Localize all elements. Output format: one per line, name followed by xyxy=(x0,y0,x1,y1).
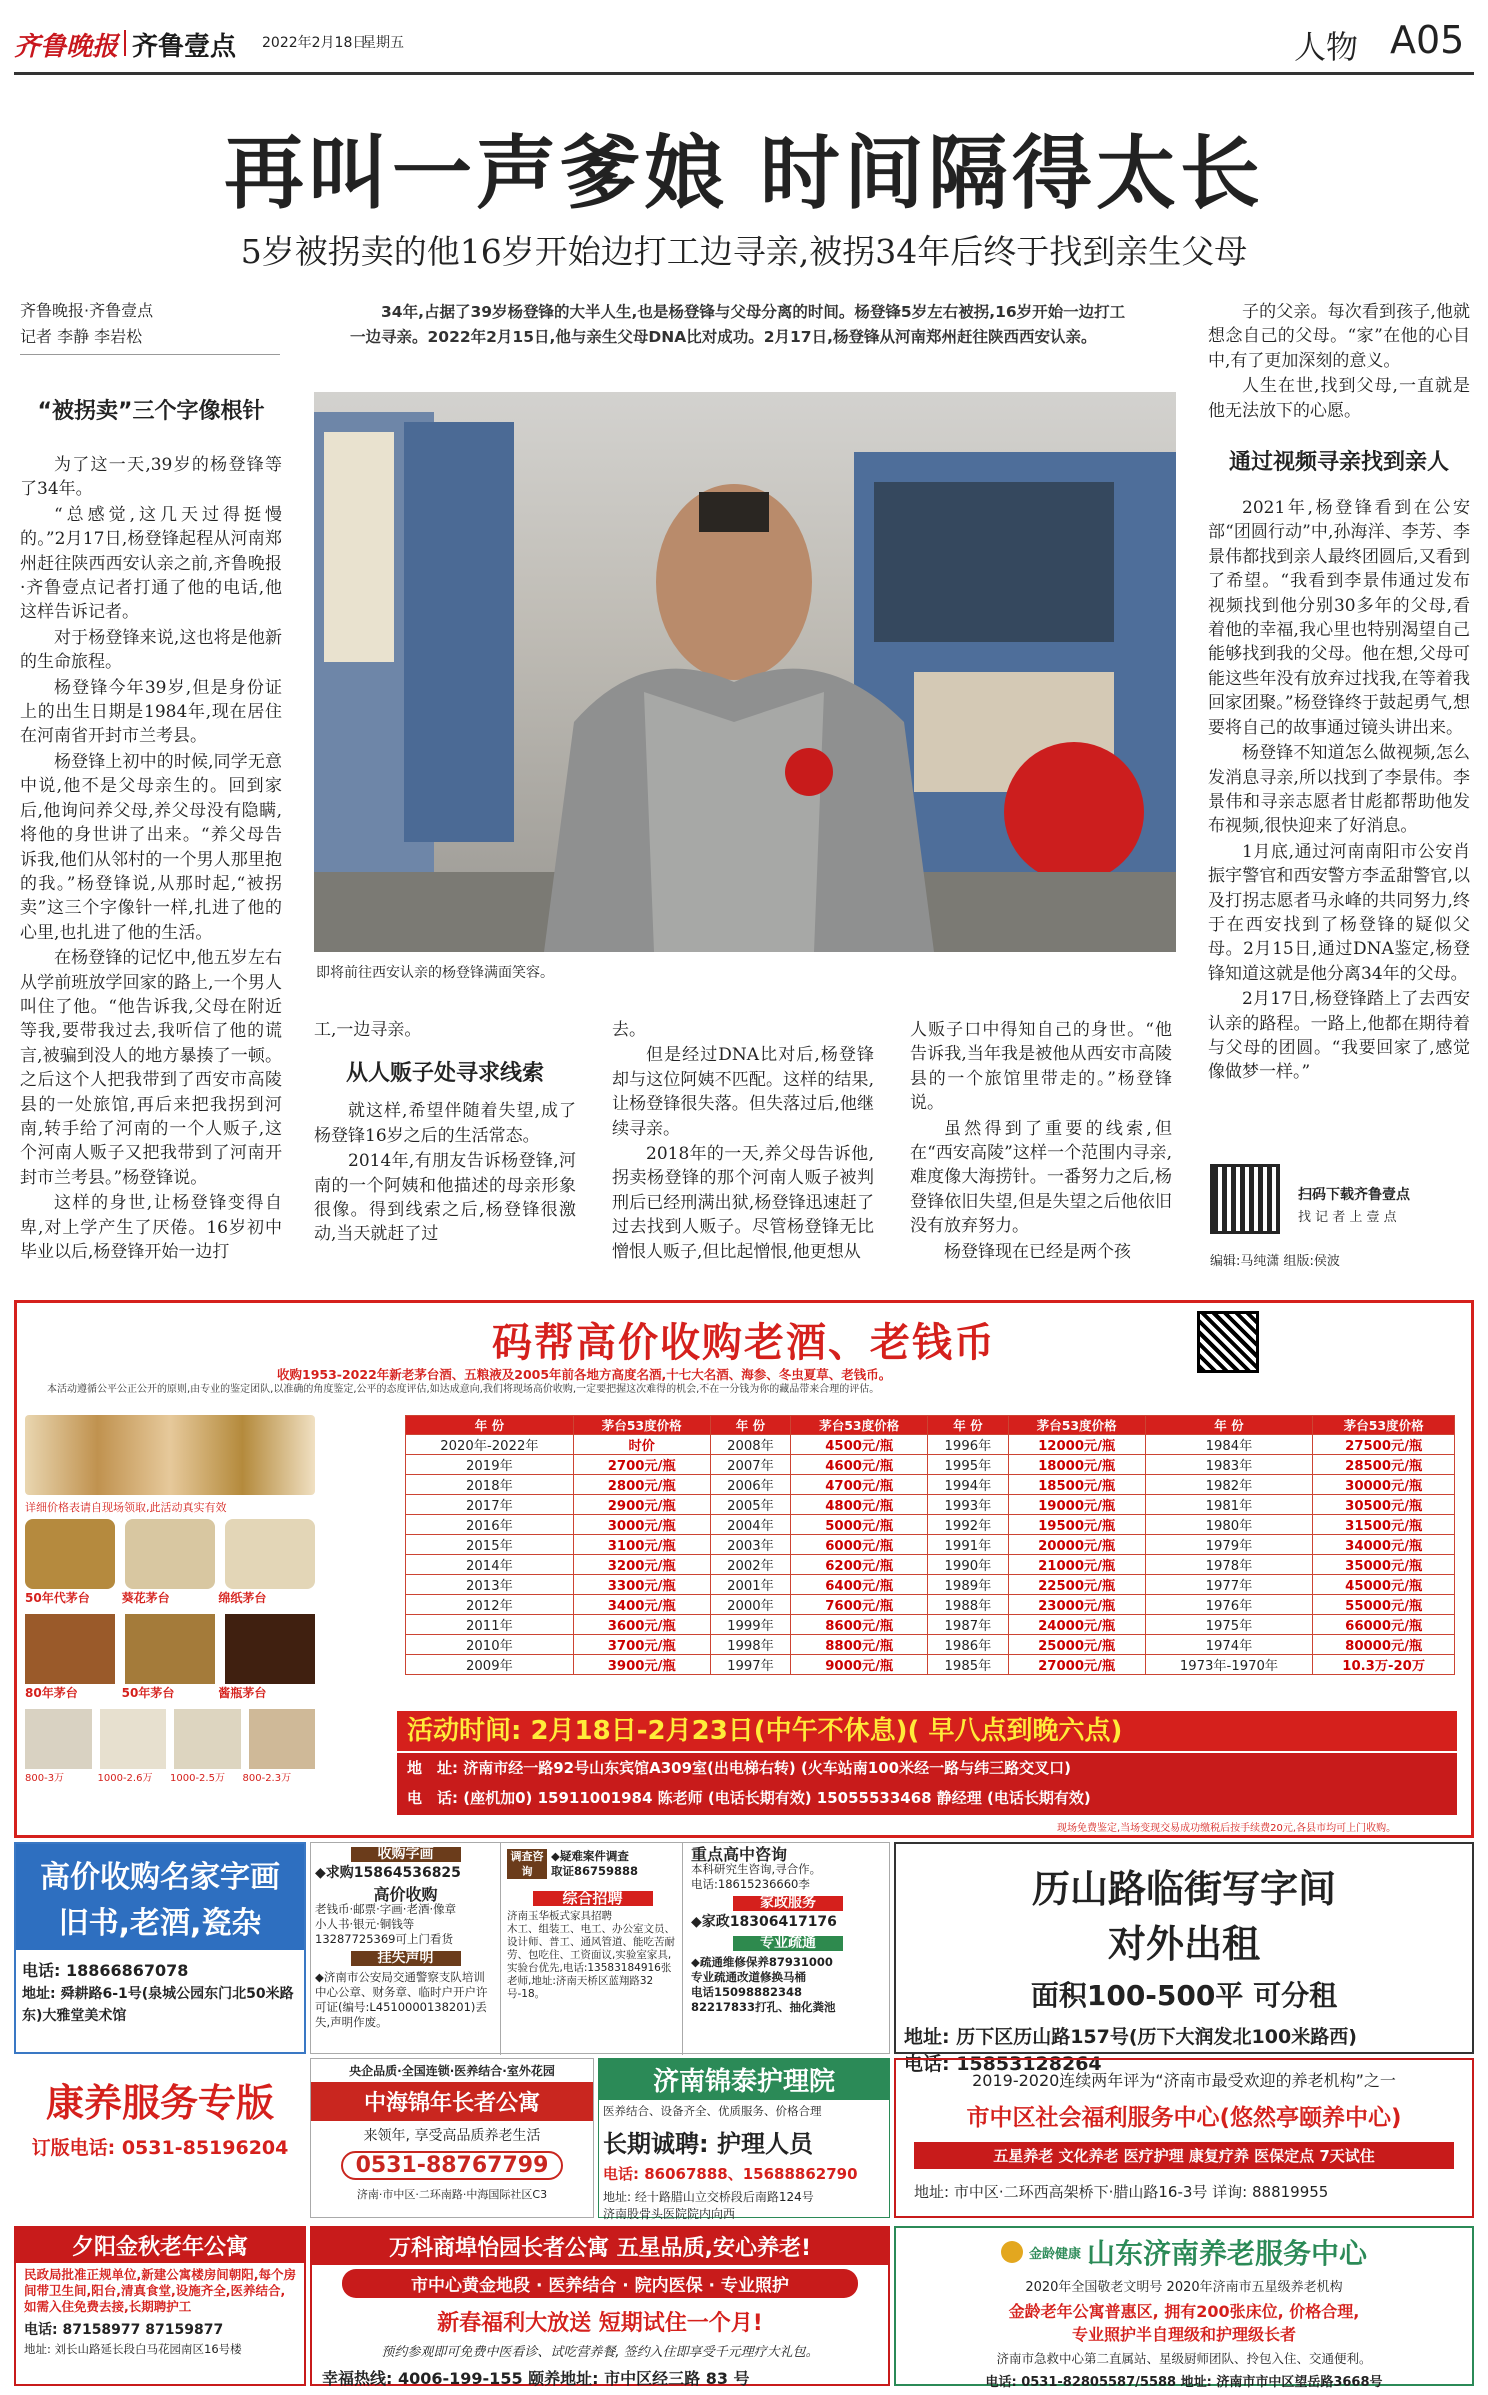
price-cell: 8800元/瓶 xyxy=(791,1635,928,1655)
ad-liquor-line2: 本活动遵循公平公正公开的原则,由专业的鉴定团队,以准确的角度鉴定,公平的态度评估,如达成意向,我们将现场高价收购,一定要把握这次难得的机会,不在一分钱为你的藏品带来合理的评估。 xyxy=(47,1384,880,1395)
ad-shandong-line3: 专业照护半自理级和护理级长者 xyxy=(1071,2325,1296,2344)
ad-calligraphy-address: 地址: 舜耕路6-1号(泉城公园东门北50米路东)大雅堂美术馆 xyxy=(22,1986,294,2024)
masthead xyxy=(14,18,1474,66)
ad-shandong-brand: 金龄健康 xyxy=(1028,2246,1081,2262)
table-header-cell: 年 份 xyxy=(406,1416,574,1435)
price-cell: 3000元/瓶 xyxy=(573,1515,710,1535)
year-cell: 2003年 xyxy=(710,1535,791,1555)
logo-separator xyxy=(124,30,126,56)
main-photo xyxy=(314,392,1176,952)
classified-buyback-title: 高价收购 xyxy=(373,1885,438,1904)
price-cell: 2800元/瓶 xyxy=(573,1475,710,1495)
subhead-video: 通过视频寻亲找到亲人 xyxy=(1228,450,1449,476)
column-2b-text xyxy=(314,1099,576,1246)
table-row xyxy=(406,1655,1455,1675)
label-paper-moutai: 绵纸茅台 xyxy=(218,1591,267,1605)
year-cell: 2018年 xyxy=(406,1475,574,1495)
paragraph: 杨登锋不知道怎么做视频,怎么发消息寻亲,所以找到了李景伟。李景伟和寻亲志愿者甘彪都帮助他发布视频,很快迎来了好消息。 xyxy=(1208,743,1470,837)
ad-xiyang-body: 民政局批准正规单位,新建公寓楼房间朝阳,每个房间带卫生间,阳台,清真食堂,设施齐全,医养结合,如需入住免费去接,长期聘护工 xyxy=(24,2267,296,2314)
price-cell: 8600元/瓶 xyxy=(791,1615,928,1635)
table-row xyxy=(406,1535,1455,1555)
price-cell: 4500元/瓶 xyxy=(791,1435,928,1455)
article-column-4 xyxy=(910,1018,1172,1265)
ad-jintai-nursing xyxy=(598,2058,890,2221)
headline: 再叫一声爹娘 时间隔得太长 xyxy=(224,126,1264,220)
price-cell: 3200元/瓶 xyxy=(573,1555,710,1575)
year-cell: 2020年-2022年 xyxy=(406,1435,574,1455)
lead-paragraph: 34年,占据了39岁杨登锋的大半人生,也是杨登锋与父母分离的时间。杨登锋5岁左右被拐,16岁开始一边打工一边寻亲。2022年2月15日,他与亲生父母DNA比对成功。2月17日,杨登锋从河南郑州赶往陕西西安认亲。 xyxy=(350,303,1126,346)
price-cell: 27500元/瓶 xyxy=(1313,1435,1455,1455)
ad-zhonghai-slogan: 来领年, 享受高品质养老生活 xyxy=(363,2128,541,2144)
year-cell: 1998年 xyxy=(710,1635,791,1655)
year-cell: 1985年 xyxy=(928,1655,1009,1675)
price-cell: 27000元/瓶 xyxy=(1008,1655,1145,1675)
byline-reporters: 记者 李静 李岩松 xyxy=(20,327,143,346)
year-cell: 1987年 xyxy=(928,1615,1009,1635)
ad-rent-subtitle: 对外出租 xyxy=(1107,1922,1260,1966)
paragraph: 为了这一天,39岁的杨登锋等了34年。 xyxy=(20,455,282,500)
table-row xyxy=(406,1495,1455,1515)
ad-liquor-title: 码帮高价收购老酒、老钱币 xyxy=(492,1320,996,1366)
column-1-text xyxy=(20,453,282,1264)
price-cell: 4700元/瓶 xyxy=(791,1475,928,1495)
bottle-row-1 xyxy=(25,1415,315,1495)
page-number: A05 xyxy=(1390,18,1465,62)
qr-code-app[interactable] xyxy=(1210,1164,1280,1234)
table-header-cell: 茅台53度价格 xyxy=(1008,1416,1145,1435)
table-header-cell: 年 份 xyxy=(1145,1416,1313,1435)
year-cell: 2011年 xyxy=(406,1615,574,1635)
year-cell: 1996年 xyxy=(928,1435,1009,1455)
classified-survey-text: ◆疑难案件调查 取证86759888 xyxy=(551,1849,639,1878)
photo-caption: 即将前往西安认亲的杨登锋满面笑容。 xyxy=(316,965,554,981)
table-row xyxy=(406,1595,1455,1615)
moutai-price-table-wrap xyxy=(405,1415,1455,1675)
year-cell: 2004年 xyxy=(710,1515,791,1535)
price-cell: 3900元/瓶 xyxy=(573,1655,710,1675)
photo-illustration xyxy=(314,392,1176,952)
price-cell: 19000元/瓶 xyxy=(1008,1495,1145,1515)
masthead-rule xyxy=(14,72,1474,75)
classified-lost-text: ◆济南市公安局交通警察支队培训中心公章、财务章、临时户开户许可证(编号:L4510000138201)丢失,声明作废。 xyxy=(315,1970,488,2029)
classified-col-2 xyxy=(503,1843,683,2055)
subhead-needle: “被拐卖”三个字像根针 xyxy=(37,399,265,424)
ad-elderly-phone: 订版电话: 0531-85196204 xyxy=(31,2137,289,2159)
label-50-moutai: 50年茅台 xyxy=(121,1686,175,1700)
paragraph: 去。 xyxy=(612,1020,646,1040)
classified-header-housekeeping: 家政服务 xyxy=(733,1896,843,1911)
year-cell: 2007年 xyxy=(710,1455,791,1475)
paragraph: 虽然得到了重要的线索,但在“西安高陵”这样一个范围内寻亲,难度像大海捞针。一番努力之后,杨登锋依旧失望,但是失望之后他依旧没有放弃努力。 xyxy=(910,1118,1172,1237)
paragraph: 2月17日,杨登锋踏上了去西安认亲的路程。一路上,他都在期待着与父母的团圆。“我要回家了,感觉像做梦一样。” xyxy=(1208,989,1470,1083)
year-cell: 1993年 xyxy=(928,1495,1009,1515)
byline-outlet: 齐鲁晚报·齐鲁壹点 xyxy=(20,301,154,320)
year-cell: 1976年 xyxy=(1145,1595,1313,1615)
ad-wanke-offer: 预约参观即可免费中医看诊、试吃营养餐, 签约入住即享受千元理疗大礼包。 xyxy=(381,2345,819,2360)
price-cell: 9000元/瓶 xyxy=(791,1655,928,1675)
article-column-1 xyxy=(20,380,282,1265)
qr-caption-2: 找 记 者 上 壹 点 xyxy=(1298,1210,1397,1225)
price-cell: 21000元/瓶 xyxy=(1008,1555,1145,1575)
year-cell: 1982年 xyxy=(1145,1475,1313,1495)
classified-buyback-text: 老钱币·邮票·字画·老酒·像章 小人书·银元·铜钱等 13287725369可上门看货 xyxy=(315,1902,457,1946)
classified-header-jobs: 综合招聘 xyxy=(533,1891,653,1906)
ad-jintai-name: 济南锦泰护理院 xyxy=(599,2059,889,2100)
classified-header-calligraphy: 收购字画 xyxy=(351,1847,461,1862)
price-range-2: 1000-2.6万 xyxy=(97,1773,153,1784)
bottle-labels-2 xyxy=(25,1684,315,1701)
article-column-5 xyxy=(1208,300,1470,1086)
paragraph: 人贩子口中得知自己的身世。“他告诉我,当年我是被他从西安市高陵县的一个旅馆里带走的。”杨登锋说。 xyxy=(910,1020,1172,1114)
price-cell: 18000元/瓶 xyxy=(1008,1455,1145,1475)
classified-calligraphy-phone: ◆求购15864536825 xyxy=(315,1865,461,1881)
ad-rent-phone: 电话: 15853128264 xyxy=(904,2053,1102,2075)
ad-liquor-buyback xyxy=(14,1300,1474,1838)
byline-rule xyxy=(20,354,280,355)
article-column-2 xyxy=(314,1018,576,1248)
column-5b-text xyxy=(1208,496,1470,1085)
ad-shandong-contact: 电话: 0531-82805587/5588 地址: 济南市市中区望岳路3668号 xyxy=(985,2375,1383,2390)
price-cell: 24000元/瓶 xyxy=(1008,1615,1145,1635)
ad-xiyang-phone: 电话: 87158977 87159877 xyxy=(24,2322,224,2338)
ad-welfare-address: 地址: 市中区·二环西高架桥下·腊山路16-3号 详询: 88819955 xyxy=(914,2183,1329,2201)
year-cell: 1973年-1970年 xyxy=(1145,1655,1313,1675)
year-cell: 2015年 xyxy=(406,1535,574,1555)
ad-zhonghai-name: 中海锦年长者公寓 xyxy=(311,2082,593,2121)
classified-highschool-title: 重点高中咨询 xyxy=(691,1845,788,1864)
column-4-text xyxy=(910,1018,1172,1264)
table-header-cell: 茅台53度价格 xyxy=(573,1416,710,1435)
year-cell: 1984年 xyxy=(1145,1435,1313,1455)
table-header-cell: 年 份 xyxy=(928,1416,1009,1435)
price-cell: 2900元/瓶 xyxy=(573,1495,710,1515)
year-cell: 1991年 xyxy=(928,1535,1009,1555)
price-cell: 80000元/瓶 xyxy=(1313,1635,1455,1655)
ad-zhonghai-address: 济南·市中区·二环南路·中海国际社区C3 xyxy=(356,2188,548,2201)
price-cell: 66000元/瓶 xyxy=(1313,1615,1455,1635)
price-cell: 10.3万-20万 xyxy=(1313,1655,1455,1675)
ad-shandong-name: 山东济南养老服务中心 xyxy=(1087,2237,1368,2270)
price-cell: 20000元/瓶 xyxy=(1008,1535,1145,1555)
paragraph: 杨登锋上初中的时候,同学无意中说,他不是父母亲生的。回到家后,他询问养父母,养父母没有隐瞒,将他的身世讲了出来。“养父母告诉我,他们从邻村的一个男人那里抱的我。”杨登锋说,从那时起,“被拐卖”这三个字像针一样,扎进了他的心里,也扎进了他的生活。 xyxy=(20,751,282,943)
year-cell: 1975年 xyxy=(1145,1615,1313,1635)
year-cell: 1979年 xyxy=(1145,1535,1313,1555)
ad-zhonghai-top: 央企品质·全国连锁·医养结合·室外花园 xyxy=(349,2064,555,2078)
ad-xiyang-address: 地址: 刘长山路延长段白马花园南区16号楼 xyxy=(24,2342,242,2356)
year-cell: 1986年 xyxy=(928,1635,1009,1655)
classified-plumbing-text: ◆疏通维修保养87931000 专业疏通改道修换马桶 电话15098882348 82217833打孔、抽化粪池 xyxy=(691,1955,836,2014)
table-row xyxy=(406,1575,1455,1595)
year-cell: 2006年 xyxy=(710,1475,791,1495)
ad-liquor-phone: 电 话: (座机加0) 15911001984 陈老师 (电话长期有效) 15055533468 静经理 (电话长期有效) xyxy=(407,1789,1091,1807)
ad-zhonghai-apartment xyxy=(310,2058,594,2218)
year-cell: 2005年 xyxy=(710,1495,791,1515)
price-range-1: 800-3万 xyxy=(25,1773,65,1784)
price-cell: 18500元/瓶 xyxy=(1008,1475,1145,1495)
photo-caption-price: 详细价格表请自现场领取,此活动真实有效 xyxy=(25,1501,227,1514)
column-5a-text xyxy=(1208,300,1470,423)
ad-elderly-care-section xyxy=(14,2058,306,2170)
ad-liquor-address: 地 址: 济南市经一路92号山东宾馆A309室(出电梯右转) (火车站南100米经一路与纬三路交叉口) xyxy=(407,1759,1071,1777)
year-cell: 2014年 xyxy=(406,1555,574,1575)
price-cell: 2700元/瓶 xyxy=(573,1455,710,1475)
paragraph: 但是经过DNA比对后,杨登锋却与这位阿姨不匹配。这样的结果,让杨登锋很失落。但失落过后,他继续寻亲。 xyxy=(612,1045,874,1139)
year-cell: 1977年 xyxy=(1145,1575,1313,1595)
subheadline: 5岁被拐卖的他16岁开始边打工边寻亲,被拐34年后终于找到亲生父母 xyxy=(240,232,1248,271)
table-header-cell: 茅台53度价格 xyxy=(1313,1416,1455,1435)
year-cell: 2016年 xyxy=(406,1515,574,1535)
ad-wanke-title: 万科商埠怡园长者公寓 五星品质,安心养老! xyxy=(312,2228,888,2265)
price-cell: 时价 xyxy=(573,1435,710,1455)
paragraph: 1月底,通过河南南阳市公安肖振宇警官和西安警方李孟甜警官,以及打拐志愿者马永峰的共同努力,终于在西安找到了杨登锋的疑似父母。2月15日,通过DNA鉴定,杨登锋知道这就是他分离34年的父母。 xyxy=(1208,841,1470,984)
classified-header-plumbing: 专业疏通 xyxy=(733,1936,843,1951)
table-row xyxy=(406,1515,1455,1535)
year-cell: 2008年 xyxy=(710,1435,791,1455)
ad-jintai-phone: 电话: 86067888、15688862790 xyxy=(603,2165,858,2183)
year-cell: 1983年 xyxy=(1145,1455,1313,1475)
paragraph: 人生在世,找到父母,一直就是他无法放下的心愿。 xyxy=(1208,376,1470,421)
price-cell: 5000元/瓶 xyxy=(791,1515,928,1535)
price-cell: 3600元/瓶 xyxy=(573,1615,710,1635)
year-cell: 1988年 xyxy=(928,1595,1009,1615)
paragraph: 工,一边寻亲。 xyxy=(314,1020,422,1040)
moutai-price-table xyxy=(405,1415,1455,1675)
ad-liquor-note: 现场免费鉴定,当场变现交易成功缴税后按手续费20元,各县市均可上门收购。 xyxy=(1057,1823,1397,1834)
classified-housekeeping-phone: ◆家政18306417176 xyxy=(691,1914,837,1930)
classified-col-3 xyxy=(685,1843,891,2055)
price-cell: 3100元/瓶 xyxy=(573,1535,710,1555)
year-cell: 2002年 xyxy=(710,1555,791,1575)
price-cell: 30000元/瓶 xyxy=(1313,1475,1455,1495)
ad-liquor-qr[interactable] xyxy=(1197,1311,1259,1373)
price-cell: 19500元/瓶 xyxy=(1008,1515,1145,1535)
bottle-row-4 xyxy=(25,1709,315,1769)
table-header-cell: 茅台53度价格 xyxy=(791,1416,928,1435)
year-cell: 1999年 xyxy=(710,1615,791,1635)
price-cell: 6200元/瓶 xyxy=(791,1555,928,1575)
year-cell: 2000年 xyxy=(710,1595,791,1615)
price-cell: 6000元/瓶 xyxy=(791,1535,928,1555)
table-row xyxy=(406,1475,1455,1495)
year-cell: 1995年 xyxy=(928,1455,1009,1475)
paragraph: 子的父亲。每次看到孩子,他就想念自己的父母。“家”在他的心目中,有了更加深刻的意义。 xyxy=(1208,302,1470,371)
price-cell: 30500元/瓶 xyxy=(1313,1495,1455,1515)
price-cell: 3700元/瓶 xyxy=(573,1635,710,1655)
year-cell: 1978年 xyxy=(1145,1555,1313,1575)
price-cell: 45000元/瓶 xyxy=(1313,1575,1455,1595)
logo-qilu-evening-news: 齐鲁晚报 xyxy=(14,32,119,62)
year-cell: 1994年 xyxy=(928,1475,1009,1495)
ad-zhonghai-phone: 0531-88767799 xyxy=(341,2151,563,2180)
paragraph: 对于杨登锋来说,这也将是他新的生命旅程。 xyxy=(20,627,282,673)
ad-welfare-center xyxy=(894,2058,1474,2218)
section-name: 人物 xyxy=(1294,28,1359,66)
ad-welfare-top: 2019-2020连续两年评为“济南市最受欢迎的养老机构”之一 xyxy=(972,2071,1396,2090)
price-cell: 35000元/瓶 xyxy=(1313,1555,1455,1575)
price-cell: 34000元/瓶 xyxy=(1313,1535,1455,1555)
price-cell: 3400元/瓶 xyxy=(573,1595,710,1615)
ad-liquor-photos xyxy=(25,1415,315,1784)
ad-shandong-header xyxy=(896,2228,1472,2276)
subhead-trafficker: 从人贩子处寻求线索 xyxy=(345,1061,544,1087)
price-cell: 22500元/瓶 xyxy=(1008,1575,1145,1595)
paragraph: 2021年,杨登锋看到在公安部“团圆行动”中,孙海洋、李芳、李景伟都找到亲人最终团圆后,又看到了希望。“我看到李景伟通过发布视频找到他分别30多年的父母,看着他的幸福,我心里也特别渴望自己能够找到我的父母。他在想,父母可能这些年没有放弃过找我,在等着我回家团聚。”杨登锋终于鼓起勇气,想要将自己的故事通过镜头讲出来。 xyxy=(1208,498,1470,738)
ad-wanke-features: 市中心黄金地段 · 医养结合 · 院内医保 · 专业照护 xyxy=(342,2269,858,2298)
paragraph: 这样的身世,让杨登锋变得自卑,对上学产生了厌倦。16岁初中毕业以后,杨登锋开始一边打 xyxy=(20,1193,282,1262)
year-cell: 1980年 xyxy=(1145,1515,1313,1535)
paragraph: 杨登锋现在已经是两个孩 xyxy=(944,1241,1131,1262)
ad-activity-banner: 活动时间: 2月18日-2月23日(中午不休息)( 早八点到晚六点) xyxy=(397,1711,1457,1751)
year-cell: 2019年 xyxy=(406,1455,574,1475)
year-cell: 2001年 xyxy=(710,1575,791,1595)
year-cell: 1990年 xyxy=(928,1555,1009,1575)
year-cell: 2013年 xyxy=(406,1575,574,1595)
ad-xiyang-apartment xyxy=(14,2226,306,2386)
price-cell: 23000元/瓶 xyxy=(1008,1595,1145,1615)
ad-welfare-name: 市中区社会福利服务中心(悠然亭颐养中心) xyxy=(966,2105,1402,2131)
column-2a-text xyxy=(314,1018,576,1042)
ad-rent-area: 面积100-500平 可分租 xyxy=(1030,1979,1338,2012)
ad-wanke-apartment xyxy=(310,2226,890,2386)
editor-credit: 编辑:马纯潇 组版:侯波 xyxy=(1210,1254,1340,1269)
ad-xiyang-title: 夕阳金秋老年公寓 xyxy=(16,2228,304,2263)
ad-rent-title: 历山路临街写字间 xyxy=(1031,1867,1336,1911)
year-cell: 2009年 xyxy=(406,1655,574,1675)
ad-calligraphy-title: 高价收购名家字画 xyxy=(16,1844,304,1898)
bottle-row-3 xyxy=(25,1614,315,1684)
ad-calligraphy-sub: 旧书,老酒,瓷杂 xyxy=(16,1898,304,1950)
price-cell: 6400元/瓶 xyxy=(791,1575,928,1595)
table-row xyxy=(406,1435,1455,1455)
ad-shandong-honors: 2020年全国敬老文明号 2020年济南市五星级养老机构 xyxy=(1025,2280,1343,2295)
brand-logo-icon xyxy=(1001,2241,1023,2263)
table-header-cell: 年 份 xyxy=(710,1416,791,1435)
price-cell: 28500元/瓶 xyxy=(1313,1455,1455,1475)
year-cell: 1992年 xyxy=(928,1515,1009,1535)
column-3-text xyxy=(612,1018,874,1264)
price-range-4: 800-2.3万 xyxy=(242,1773,292,1784)
bottle-labels-3 xyxy=(25,1769,315,1784)
ad-calligraphy-phone: 电话: 18866867078 xyxy=(22,1961,189,1980)
price-cell: 4800元/瓶 xyxy=(791,1495,928,1515)
table-row xyxy=(406,1555,1455,1575)
ad-jintai-line: 医养结合、设备齐全、优质服务、价格合理 xyxy=(603,2104,822,2118)
price-cell: 55000元/瓶 xyxy=(1313,1595,1455,1615)
bottle-labels-1 xyxy=(25,1589,315,1606)
table-row xyxy=(406,1455,1455,1475)
paragraph: 2018年的一天,养父母告诉他,拐卖杨登锋的那个河南人贩子被判刑后已经刑满出狱,杨登锋迅速赶了过去找到人贩子。尽管杨登锋无比憎恨人贩子,但比起憎恨,他更想从 xyxy=(612,1144,874,1262)
label-80-moutai: 80年茅台 xyxy=(25,1686,78,1700)
table-row xyxy=(406,1635,1455,1655)
year-cell: 1981年 xyxy=(1145,1495,1313,1515)
article-column-3 xyxy=(612,1018,874,1265)
issue-date: 2022年2月18日 xyxy=(262,35,367,51)
qr-caption-1: 扫码下载齐鲁壹点 xyxy=(1298,1187,1410,1203)
paragraph: “总感觉,这几天过得挺慢的。”2月17日,杨登锋起程从河南郑州赶往陕西西安认亲之前,齐鲁晚报·齐鲁壹点记者打通了他的电话,他这样告诉记者。 xyxy=(20,504,282,623)
paragraph: 在杨登锋的记忆中,他五岁左右从学前班放学回家的路上,一个男人叫住了他。“他告诉我,父母在附近等我,要带我过去,我听信了他的谎言,被骗到没人的地方暴揍了一顿。之后这个人把我带到了西安市高陵县的一处旅馆,再后来把我拐到河南,转手给了河南的一个人贩子,这个河南人贩子又把我带到了河南开封市兰考县。”杨登锋说。 xyxy=(20,948,282,1188)
price-cell: 25000元/瓶 xyxy=(1008,1635,1145,1655)
ad-shandong-elderly-center xyxy=(894,2226,1474,2390)
paragraph: 就这样,希望伴随着失望,成了杨登锋16岁之后的生活常态。 xyxy=(314,1101,576,1146)
table-row xyxy=(406,1615,1455,1635)
ad-address-bar xyxy=(397,1753,1457,1815)
price-cell: 12000元/瓶 xyxy=(1008,1435,1145,1455)
year-cell: 2017年 xyxy=(406,1495,574,1515)
bottle-row-2 xyxy=(25,1519,315,1589)
ad-jintai-address: 地址: 经十路腊山立交桥段后南路124号 济南股骨头医院院内向西 xyxy=(603,2190,814,2221)
year-cell: 2010年 xyxy=(406,1635,574,1655)
table-header-row xyxy=(406,1416,1455,1435)
label-50s-moutai: 50年代茅台 xyxy=(25,1591,90,1605)
ad-shandong-line4: 济南市急救中心第二直属站、星级厨师团队、拎包入住、交通便利。 xyxy=(996,2351,1372,2366)
ad-wanke-promo: 新春福利大放送 短期试住一个月! xyxy=(437,2311,763,2336)
price-cell: 3300元/瓶 xyxy=(573,1575,710,1595)
ad-rent-address: 地址: 历下区历山路157号(历下大润发北100米路西) xyxy=(904,2026,1357,2048)
ad-wanke-hotline: 幸福热线: 4006-199-155 颐养地址: 市中区经三路 83 号 xyxy=(322,2369,750,2388)
logo-qilu-yidian: 齐鲁壹点 xyxy=(132,32,237,62)
classified-header-lost: 挂失声明 xyxy=(351,1951,461,1966)
classified-highschool-text: 本科研究生咨询,寻合作。 电话:18615236660李 xyxy=(691,1862,822,1891)
ad-liquor-line1: 收购1953-2022年新老茅台酒、五粮液及2005年前各地方高度名酒,十七大名酒、海参、冬虫夏草、老钱币。 xyxy=(277,1367,892,1382)
ad-classifieds xyxy=(310,1842,890,2054)
label-jar-moutai: 酱瓶茅台 xyxy=(218,1686,267,1700)
price-cell: 4600元/瓶 xyxy=(791,1455,928,1475)
year-cell: 1997年 xyxy=(710,1655,791,1675)
year-cell: 1989年 xyxy=(928,1575,1009,1595)
year-cell: 1974年 xyxy=(1145,1635,1313,1655)
price-cell: 31500元/瓶 xyxy=(1313,1515,1455,1535)
paragraph: 杨登锋今年39岁,但是身份证上的出生日期是1984年,现在居住在河南省开封市兰考县。 xyxy=(20,677,282,747)
byline xyxy=(20,298,280,355)
classified-jobs-text: 济南玉华板式家具招聘 木工、组装工、电工、办公室文员、设计师、普工、通风管道、能吃苦耐劳、包吃住、工资面议,实验室家具,实验台优先,电话:13583184916张老师,地址:济南天桥区蓝翔路32号-18。 xyxy=(507,1910,675,2000)
issue-weekday: 星期五 xyxy=(362,35,404,51)
label-sunflower-moutai: 葵花茅台 xyxy=(121,1591,170,1605)
price-range-3: 1000-2.5万 xyxy=(170,1773,225,1784)
price-cell: 7600元/瓶 xyxy=(791,1595,928,1615)
ad-calligraphy-buyback xyxy=(14,1842,306,2054)
classified-col-1 xyxy=(311,1843,501,2055)
ad-shandong-line2: 金龄老年公寓普惠区, 拥有200张床位, 价格合理, xyxy=(1008,2302,1360,2321)
classified-header-survey: 调查咨询 xyxy=(507,1849,547,1879)
year-cell: 2012年 xyxy=(406,1595,574,1615)
ad-jintai-job: 长期诚聘: 护理人员 xyxy=(603,2130,813,2158)
ad-welfare-tags: 五星养老 文化养老 医疗护理 康复疗养 医保定点 7天试住 xyxy=(914,2142,1454,2169)
paragraph: 2014年,有朋友告诉杨登锋,河南的一个阿姨和他描述的母亲形象很像。得到线索之后,杨登锋很激动,当天就赶了过 xyxy=(314,1151,576,1245)
ad-elderly-title: 康养服务专版 xyxy=(45,2081,274,2125)
ad-office-rent xyxy=(894,1842,1474,2075)
